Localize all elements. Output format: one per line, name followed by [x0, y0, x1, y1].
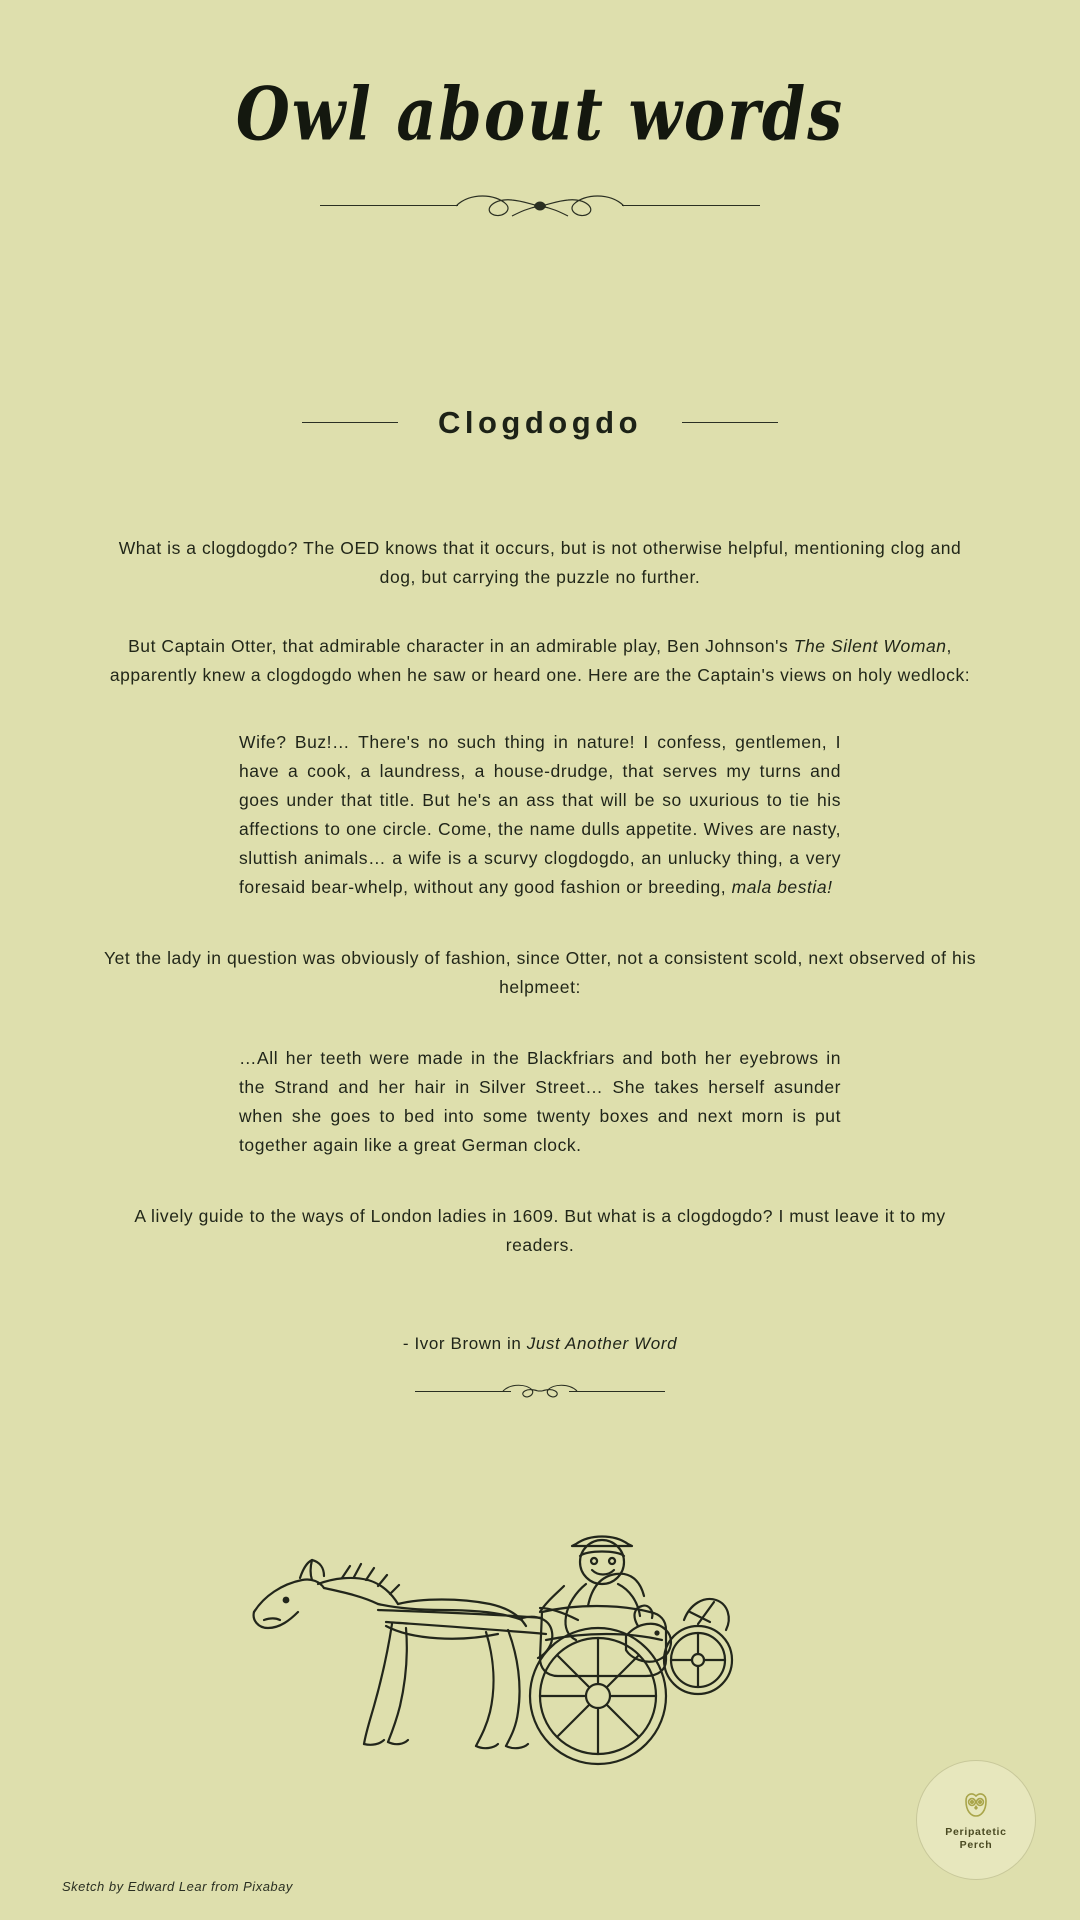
blockquote-2: …All her teeth were made in the Blackfriars and both her eyebrows in the Strand and her hair in Silver Street… She takes herself asunder when she goes to bed into some twenty boxes and next morn is put together again like a great German clock. — [239, 1047, 841, 1155]
paragraph-3: Yet the lady in question was obviously of fashion, since Otter, not a consistent scold, next observed of his helpmeet: — [103, 947, 976, 997]
image-credit: Sketch by Edward Lear from Pixabay — [62, 1879, 293, 1894]
horse-and-cart-illustration — [246, 1500, 826, 1830]
badge-line-1: Peripatetic — [945, 1825, 1007, 1838]
blockquote-1 — [239, 728, 841, 902]
site-badge[interactable] — [916, 1760, 1036, 1880]
heading-rule-right — [682, 422, 778, 423]
horse-and-cart-sketch — [246, 1500, 826, 1830]
site-title: Owl about words — [235, 70, 845, 158]
divider-line-left — [320, 205, 458, 206]
paragraph-4: A lively guide to the ways of London ladies in 1609. But what is a clogdogdo? I must leave it to my readers. — [134, 1205, 946, 1255]
badge-line-2: Perch — [959, 1838, 993, 1851]
blockquote-1-latin: mala bestia! — [731, 876, 833, 897]
word-heading — [0, 384, 1080, 462]
bottom-divider — [415, 1380, 665, 1402]
flourish-divider-icon — [450, 186, 630, 226]
paragraph-2 — [100, 632, 980, 690]
blockquote-1-text: Wife? Buz!… There's no such thing in nature! I confess, gentlemen, I have a cook, a laundress, a house-drudge, that serves my turns and goes under that title. But he's an ass that will be so uxurious to tie his affections to one circle. Come, the name dulls appetite. Wives are nasty, sluttish animals… a wife is a scurvy clogdogdo, an unlucky thing, a very foresaid bear-whelp, without any good fashion or breeding, — [239, 731, 841, 897]
attribution-prefix: - Ivor Brown in — [402, 1333, 527, 1353]
divider-line-right — [622, 205, 760, 206]
attribution — [100, 1334, 980, 1354]
masthead — [0, 0, 1080, 226]
article-body — [100, 534, 980, 1402]
paragraph-2-before: But Captain Otter, that admirable character in an admirable play, Ben Johnson's — [128, 635, 794, 656]
play-title: The Silent Woman — [793, 635, 947, 656]
paragraph-1: What is a clogdogdo? The OED knows that it occurs, but is not otherwise helpful, mentioning clog and dog, but carrying the puzzle no further. — [118, 537, 962, 587]
masthead-divider — [320, 186, 760, 226]
page-title: Clogdogdo — [437, 404, 643, 440]
bottom-divider-line-right — [569, 1391, 665, 1392]
attribution-work: Just Another Word — [526, 1333, 678, 1353]
badge-label — [945, 1826, 1006, 1852]
owl-icon — [961, 1789, 991, 1823]
paragraph-2-after: , apparently knew a clogdogdo when he saw or heard one. Here are the Captain's views on holy wedlock: — [109, 635, 971, 685]
small-flourish-icon — [501, 1380, 579, 1402]
heading-rule-left — [302, 422, 398, 423]
bottom-divider-line-left — [415, 1391, 511, 1392]
